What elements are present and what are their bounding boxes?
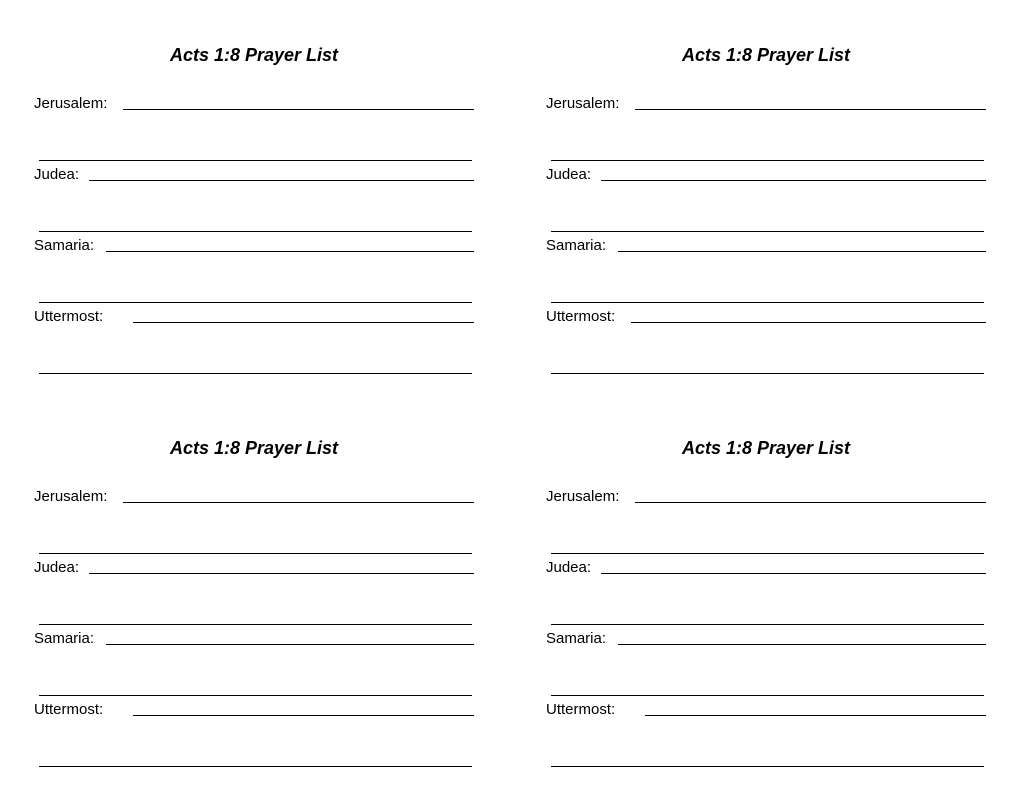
write-line[interactable]	[635, 488, 986, 503]
field-jerusalem	[546, 93, 986, 128]
card-title: Acts 1:8 Prayer List	[169, 45, 339, 65]
write-line[interactable]	[631, 308, 986, 323]
field-label-samaria: Samaria:	[34, 630, 95, 647]
field-label-uttermost: Uttermost:	[34, 701, 104, 718]
field-label-samaria: Samaria:	[546, 237, 607, 254]
field-label-jerusalem: Jerusalem:	[34, 95, 108, 112]
prayer-list-card	[34, 44, 474, 374]
field-label-uttermost: Uttermost:	[546, 701, 616, 718]
field-label-jerusalem: Jerusalem:	[34, 488, 108, 505]
field-label-samaria: Samaria:	[546, 630, 607, 647]
field-label-uttermost: Uttermost:	[546, 308, 616, 325]
field-uttermost	[546, 699, 986, 734]
write-line[interactable]	[89, 166, 474, 181]
field-samaria	[34, 628, 474, 663]
field-label-judea: Judea:	[546, 166, 592, 183]
field-uttermost	[546, 306, 986, 341]
card-title: Acts 1:8 Prayer List	[681, 438, 851, 458]
write-line[interactable]	[123, 488, 474, 503]
card-title: Acts 1:8 Prayer List	[169, 438, 339, 458]
field-jerusalem	[546, 486, 986, 521]
write-line[interactable]	[123, 95, 474, 110]
field-label-judea: Judea:	[546, 559, 592, 576]
field-label-samaria: Samaria:	[34, 237, 95, 254]
field-jerusalem	[34, 486, 474, 521]
card-title: Acts 1:8 Prayer List	[681, 45, 851, 65]
field-samaria	[546, 235, 986, 270]
field-label-jerusalem: Jerusalem:	[546, 488, 620, 505]
prayer-list-card	[546, 437, 986, 767]
write-line[interactable]	[106, 237, 474, 252]
field-samaria	[34, 235, 474, 270]
field-judea	[546, 557, 986, 592]
write-line[interactable]	[133, 308, 474, 323]
write-line[interactable]	[618, 630, 986, 645]
prayer-list-card	[546, 44, 986, 374]
field-uttermost	[34, 306, 474, 341]
write-line[interactable]	[106, 630, 474, 645]
field-judea	[546, 164, 986, 199]
field-label-judea: Judea:	[34, 166, 80, 183]
write-line[interactable]	[601, 559, 986, 574]
write-line[interactable]	[645, 701, 986, 716]
field-label-judea: Judea:	[34, 559, 80, 576]
write-line[interactable]	[89, 559, 474, 574]
field-jerusalem	[34, 93, 474, 128]
field-judea	[34, 557, 474, 592]
write-line[interactable]	[635, 95, 986, 110]
write-line[interactable]	[618, 237, 986, 252]
field-label-jerusalem: Jerusalem:	[546, 95, 620, 112]
field-judea	[34, 164, 474, 199]
write-line[interactable]	[601, 166, 986, 181]
field-uttermost	[34, 699, 474, 734]
field-label-uttermost: Uttermost:	[34, 308, 104, 325]
field-samaria	[546, 628, 986, 663]
write-line[interactable]	[133, 701, 474, 716]
prayer-list-card	[34, 437, 474, 767]
